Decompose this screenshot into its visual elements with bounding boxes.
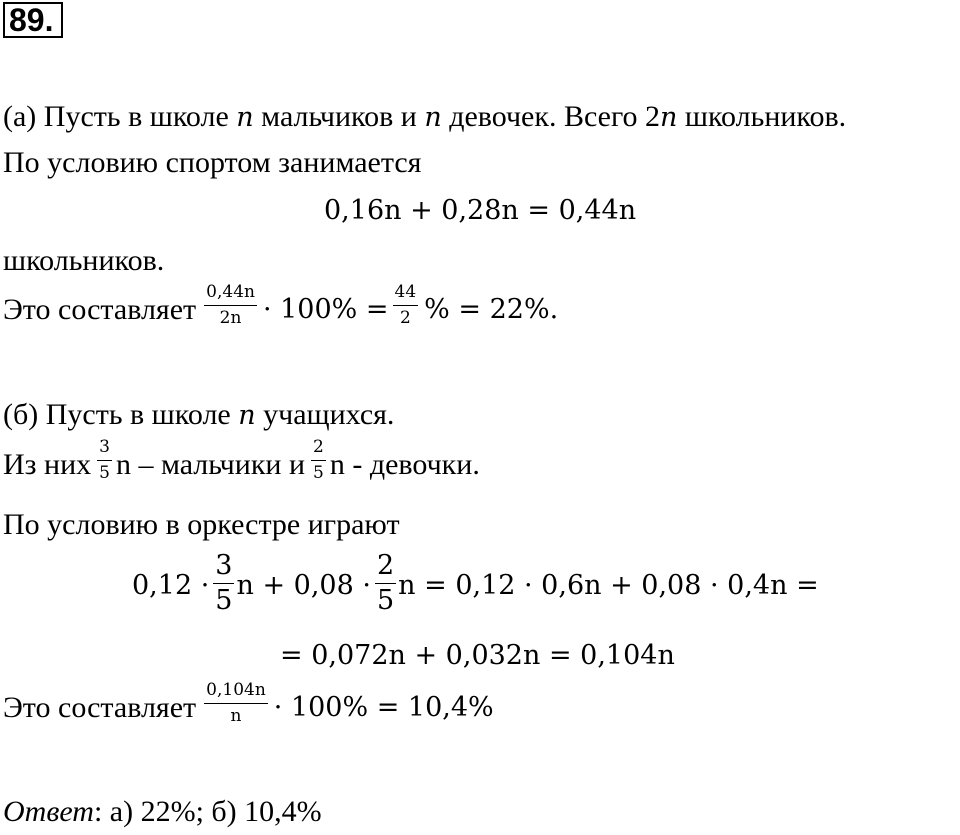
fraction-2-5-large: $\frac{2}{5}$: [376, 550, 395, 616]
part-b-equation-1: 0,12 · $\frac{3}{5}$ n + 0,08 · $\frac{2}{5}$ n = 0,12 · 0,6n + 0,08 · 0,4n =: [132, 550, 819, 616]
part-a-students: школьников.: [3, 244, 165, 277]
fraction-3-5: $\frac{3}{5}$: [99, 437, 110, 483]
answer-text: : а) 22%; б) 10,4%: [93, 795, 322, 828]
fraction-3-5-large: $\frac{3}{5}$: [215, 550, 233, 616]
part-b-result: Это составляет $\frac{0,104n}{n}$ · 100% = 10,4%: [3, 680, 494, 726]
part-b-condition: По условию в оркестре играют: [3, 508, 400, 541]
part-b-intro: (б) Пусть в школе n учащихся.: [3, 398, 395, 431]
fraction-0104n-n: $\frac{0,104n}{n}$: [206, 680, 266, 726]
part-a-condition: По условию спортом занимается: [3, 146, 422, 179]
answer-label: Ответ: [3, 795, 94, 828]
problem-number: 89.: [3, 2, 63, 38]
fraction-44-2: $\frac{44}{2}$: [394, 282, 417, 328]
part-a-result: Это составляет $\frac{0,44n}{2n}$ · 100% = $\frac{44}{2}$ % = 22%.: [3, 282, 559, 328]
part-a-intro: (а) Пусть в школе n мальчиков и n девочек. Всего 2n школьников.: [3, 100, 847, 133]
part-a-equation: 0,16n + 0,28n = 0,44n: [324, 195, 637, 226]
answer-line: [3, 795, 322, 829]
part-b-equation-2: = 0,072n + 0,032n = 0,104n: [280, 640, 675, 671]
fraction-2-5: $\frac{2}{5}$: [313, 437, 324, 483]
part-b-groups: Из них $\frac{3}{5}$ n – мальчики и $\frac{2}{5}$ n - девочки.: [3, 437, 480, 483]
fraction-044n-2n: $\frac{0,44n}{2n}$: [206, 282, 255, 328]
